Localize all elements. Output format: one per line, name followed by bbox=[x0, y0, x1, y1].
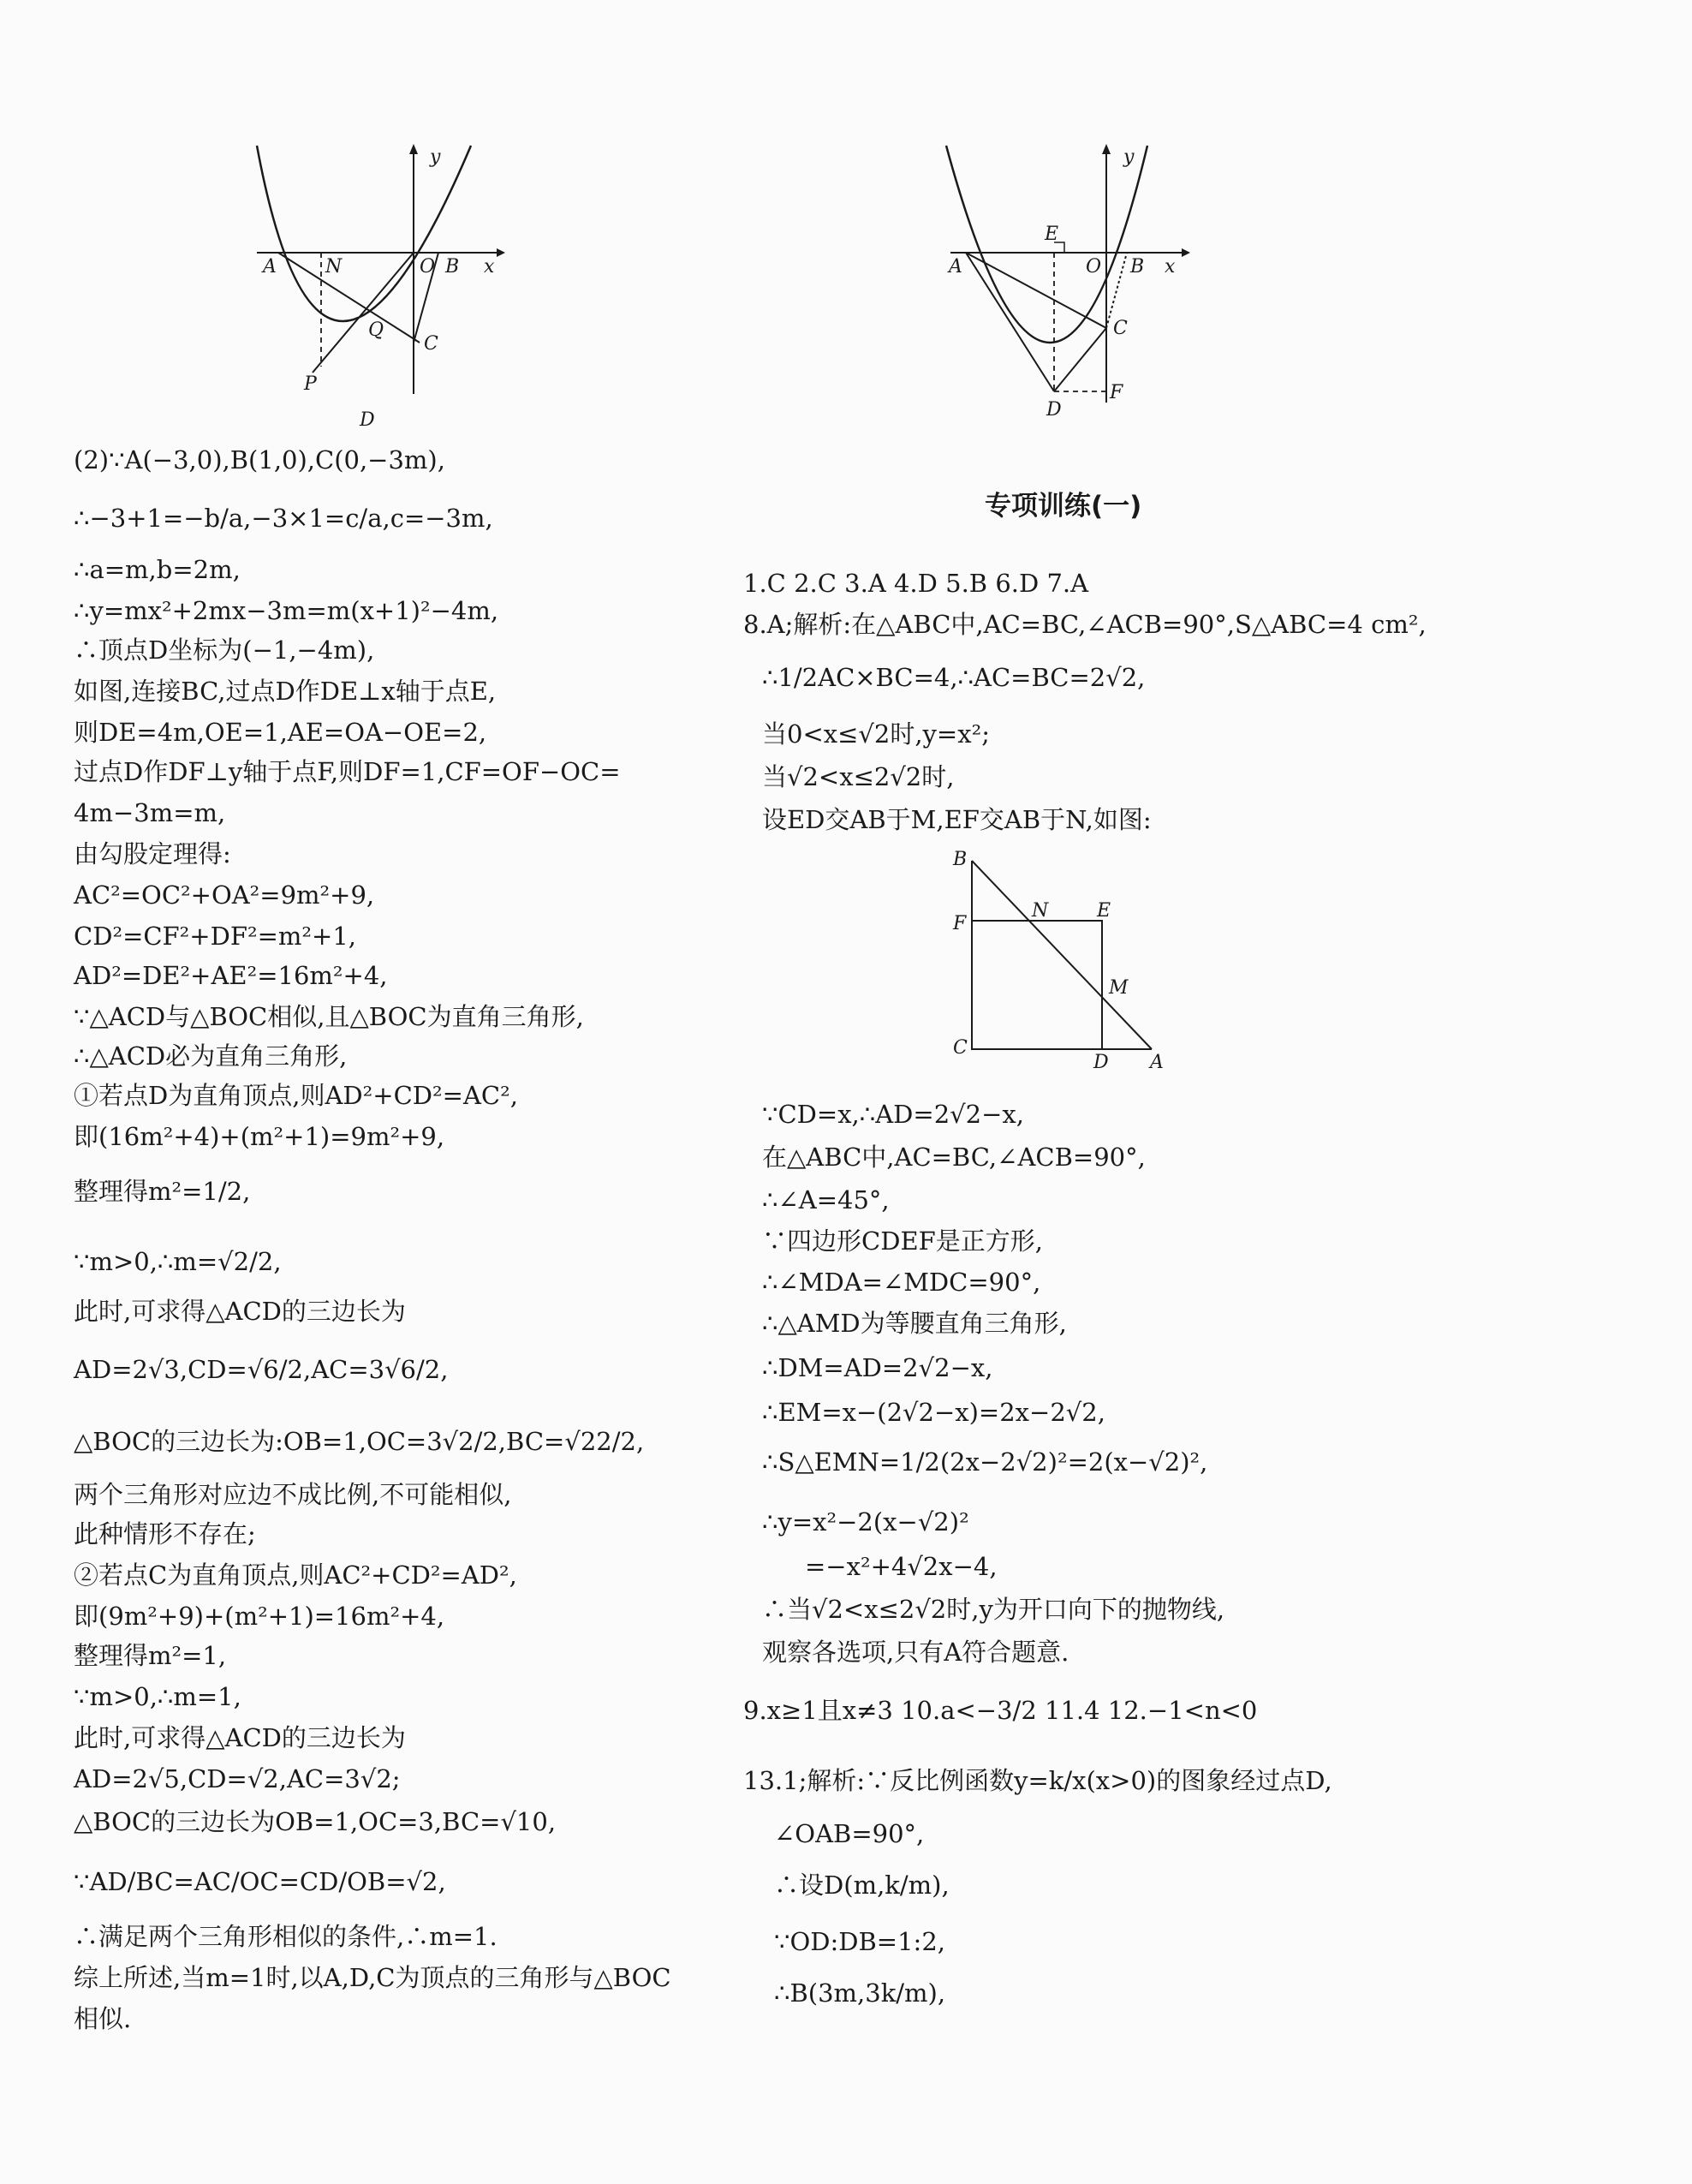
text-line: ∴顶点D坐标为(−1,−4m), bbox=[74, 636, 375, 665]
fig1-label-d: D bbox=[360, 409, 375, 431]
text-line: ∴∠MDA=∠MDC=90°, bbox=[762, 1268, 1041, 1297]
text-line: △BOC的三边长为OB=1,OC=3,BC=√10, bbox=[74, 1807, 557, 1836]
text-line: ∵m>0,∴m=√2/2, bbox=[74, 1247, 282, 1276]
text-line: AD=2√3,CD=√6/2,AC=3√6/2, bbox=[74, 1355, 449, 1384]
text-line: ∵四边形CDEF是正方形, bbox=[762, 1226, 1043, 1256]
text-line: (2)∵A(−3,0),B(1,0),C(0,−3m), bbox=[74, 445, 445, 474]
text-line: ∠OAB=90°, bbox=[774, 1819, 925, 1848]
fig3-label-m: M bbox=[1109, 977, 1129, 999]
fig1-label-p: P bbox=[304, 373, 317, 395]
text-line: 此时,可求得△ACD的三边长为 bbox=[74, 1723, 406, 1752]
text-line: 由勾股定理得: bbox=[74, 839, 231, 868]
text-line: ∵OD:DB=1:2, bbox=[774, 1927, 945, 1956]
text-line: 8.A;解析:在△ABC中,AC=BC,∠ACB=90°,S△ABC=4 cm², bbox=[743, 610, 1427, 639]
text-line: 过点D作DF⊥y轴于点F,则DF=1,CF=OF−OC= bbox=[74, 757, 621, 786]
fig3-label-n: N bbox=[1032, 900, 1049, 922]
text-line: 如图,连接BC,过点D作DE⊥x轴于点E, bbox=[74, 677, 497, 706]
figure-triangle-square bbox=[946, 844, 1186, 1075]
text-line: ∴满足两个三角形相似的条件,∴m=1. bbox=[74, 1922, 497, 1951]
figure-parabola-ef bbox=[933, 137, 1207, 428]
text-line: ∴B(3m,3k/m), bbox=[774, 1978, 946, 2008]
text-line: 整理得m²=1/2, bbox=[74, 1177, 251, 1206]
text-line: ∵CD=x,∴AD=2√2−x, bbox=[762, 1100, 1024, 1129]
fig2-label-x: x bbox=[1165, 256, 1176, 277]
text-line: ∴当√2<x≤2√2时,y为开口向下的抛物线, bbox=[762, 1595, 1225, 1624]
fig1-label-y: y bbox=[430, 146, 441, 168]
text-line: AC²=OC²+OA²=9m²+9, bbox=[74, 880, 375, 910]
fig1-label-x: x bbox=[484, 256, 495, 277]
fig3-label-a: A bbox=[1150, 1052, 1164, 1073]
text-line: 即(9m²+9)+(m²+1)=16m²+4, bbox=[74, 1602, 445, 1631]
text-line: ∴S△EMN=1/2(2x−2√2)²=2(x−√2)², bbox=[762, 1447, 1208, 1477]
text-line: ∴EM=x−(2√2−x)=2x−2√2, bbox=[762, 1398, 1105, 1427]
text-line: =−x²+4√2x−4, bbox=[805, 1552, 998, 1581]
text-line: 当0<x≤√2时,y=x²; bbox=[762, 719, 990, 749]
fig2-label-e: E bbox=[1045, 224, 1059, 245]
text-line: CD²=CF²+DF²=m²+1, bbox=[74, 922, 356, 951]
text-line: 则DE=4m,OE=1,AE=OA−OE=2, bbox=[74, 718, 487, 747]
fig2-label-f: F bbox=[1110, 382, 1123, 403]
text-line: 两个三角形对应边不成比例,不可能相似, bbox=[74, 1480, 512, 1509]
fig3-label-c: C bbox=[953, 1037, 968, 1059]
fig2-label-c: C bbox=[1113, 318, 1128, 339]
fig3-label-b: B bbox=[953, 849, 968, 870]
text-line: ②若点C为直角顶点,则AC²+CD²=AD², bbox=[74, 1560, 517, 1590]
text-line: 此种情形不存在; bbox=[74, 1519, 256, 1548]
text-line: ∴y=mx²+2mx−3m=m(x+1)²−4m, bbox=[74, 596, 499, 625]
fig2-label-d: D bbox=[1046, 399, 1062, 421]
text-line: 4m−3m=m, bbox=[74, 798, 226, 827]
text-line: 当√2<x≤2√2时, bbox=[762, 762, 955, 791]
fig2-label-o: O bbox=[1086, 256, 1102, 277]
text-line: 在△ABC中,AC=BC,∠ACB=90°, bbox=[762, 1143, 1146, 1172]
fig3-label-d: D bbox=[1093, 1052, 1109, 1073]
text-line: 相似. bbox=[74, 2004, 132, 2033]
text-line: ∴设D(m,k/m), bbox=[774, 1871, 950, 1900]
text-line: 综上所述,当m=1时,以A,D,C为顶点的三角形与△BOC bbox=[74, 1963, 671, 1992]
fig2-label-a: A bbox=[949, 256, 962, 277]
text-line: ∴y=x²−2(x−√2)² bbox=[762, 1507, 969, 1537]
section-heading: 专项训练(一) bbox=[985, 491, 1142, 522]
text-line: AD²=DE²+AE²=16m²+4, bbox=[74, 961, 388, 990]
text-line: ∵△ACD与△BOC相似,且△BOC为直角三角形, bbox=[74, 1002, 584, 1031]
fig2-label-b: B bbox=[1130, 256, 1145, 277]
text-line: ∴a=m,b=2m, bbox=[74, 555, 241, 584]
figure-parabola-pq bbox=[240, 137, 514, 437]
fig1-label-o: O bbox=[420, 256, 436, 277]
text-line: AD=2√5,CD=√2,AC=3√2; bbox=[74, 1764, 401, 1793]
text-line: ∵AD/BC=AC/OC=CD/OB=√2, bbox=[74, 1867, 446, 1896]
fig3-label-e: E bbox=[1097, 900, 1111, 922]
text-line: ∴1/2AC×BC=4,∴AC=BC=2√2, bbox=[762, 663, 1146, 692]
text-line: 13.1;解析:∵反比例函数y=k/x(x>0)的图象经过点D, bbox=[743, 1766, 1332, 1795]
text-line: △BOC的三边长为:OB=1,OC=3√2/2,BC=√22/2, bbox=[74, 1427, 645, 1456]
text-line: 9.x≥1且x≠3 10.a<−3/2 11.4 12.−1<n<0 bbox=[743, 1696, 1258, 1725]
fig1-label-a: A bbox=[263, 256, 277, 277]
fig3-label-f: F bbox=[953, 913, 967, 934]
text-line: 观察各选项,只有A符合题意. bbox=[762, 1638, 1069, 1667]
fig1-label-n: N bbox=[325, 256, 343, 277]
text-line: ∴DM=AD=2√2−x, bbox=[762, 1353, 993, 1382]
text-line: 此时,可求得△ACD的三边长为 bbox=[74, 1297, 406, 1326]
text-line: 即(16m²+4)+(m²+1)=9m²+9, bbox=[74, 1122, 445, 1151]
fig1-label-c: C bbox=[424, 333, 438, 355]
text-line: ∴△AMD为等腰直角三角形, bbox=[762, 1309, 1067, 1338]
text-line: ∵m>0,∴m=1, bbox=[74, 1682, 241, 1711]
text-line: 整理得m²=1, bbox=[74, 1641, 227, 1670]
text-line: 设ED交AB于M,EF交AB于N,如图: bbox=[762, 805, 1152, 834]
text-line: ∴△ACD必为直角三角形, bbox=[74, 1041, 348, 1071]
fig2-label-y: y bbox=[1123, 146, 1135, 168]
text-line: 1.C 2.C 3.A 4.D 5.B 6.D 7.A bbox=[743, 569, 1089, 598]
fig1-label-b: B bbox=[445, 256, 460, 277]
text-line: ①若点D为直角顶点,则AD²+CD²=AC², bbox=[74, 1081, 518, 1110]
text-line: ∴∠A=45°, bbox=[762, 1185, 890, 1214]
fig1-label-q: Q bbox=[368, 319, 384, 341]
text-line: ∴−3+1=−b/a,−3×1=c/a,c=−3m, bbox=[74, 504, 493, 533]
